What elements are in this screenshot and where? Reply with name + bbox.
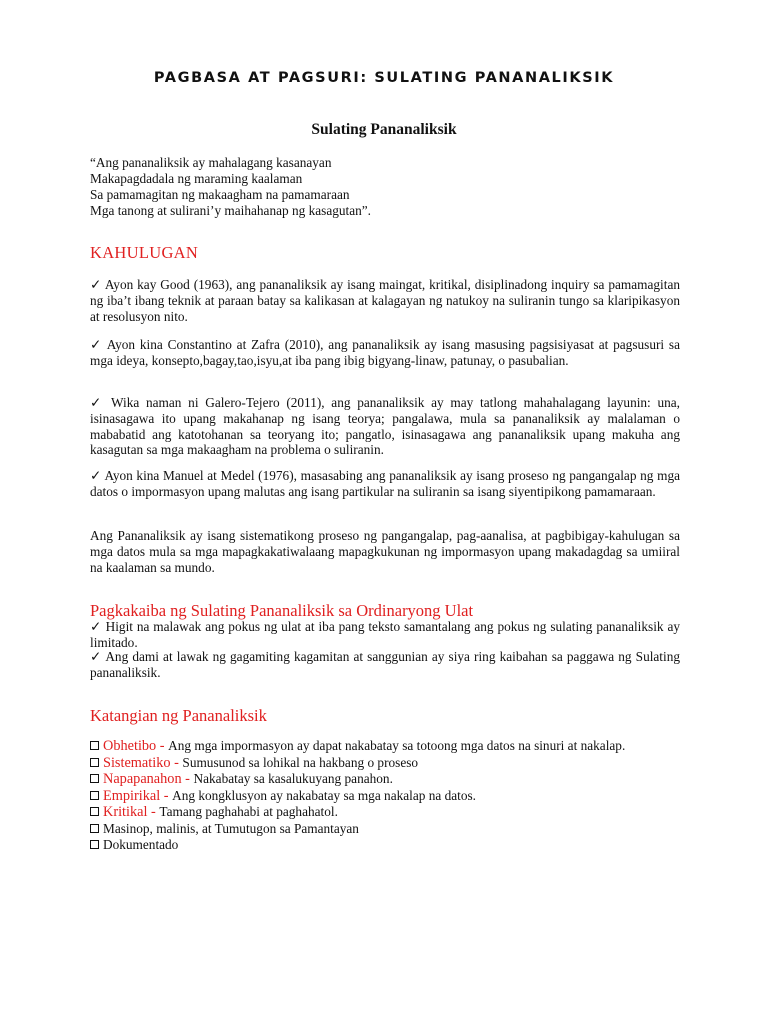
characteristic-text: Nakabatay sa kasalukuyang panahon. bbox=[193, 771, 393, 786]
difference-text: Ang dami at lawak ng gagamiting kagamitan at sanggunian ay siya ring kaibahan sa paggawa ng Sulating pananaliksik. bbox=[90, 649, 680, 680]
summary-paragraph: Ang Pananaliksik ay isang sistematikong proseso ng pangangalap, pag-aanalisa, at pagbibigay-kahulugan sa mga datos mula sa mga mapagkakatiwalaang mapagkukunan ng impormasyon upang makadagdag sa umiiral na kaalaman sa mundo. bbox=[90, 528, 680, 575]
characteristic-term: Kritikal - bbox=[103, 804, 160, 820]
checkmark-icon: ✓ bbox=[90, 395, 105, 410]
list-item bbox=[90, 788, 680, 805]
list-item bbox=[90, 738, 680, 755]
list-item bbox=[90, 821, 680, 838]
characteristic-text: Ang mga impormasyon ay dapat nakabatay sa totoong mga datos na sinuri at nakalap. bbox=[168, 738, 626, 753]
definition-paragraph bbox=[90, 395, 680, 458]
checkbox-bullet-icon bbox=[90, 758, 99, 767]
difference-paragraph bbox=[90, 619, 680, 651]
characteristic-text: Ang kongklusyon ay nakabatay sa mga nakalap na datos. bbox=[172, 787, 476, 803]
list-item bbox=[90, 755, 680, 772]
definition-text: Ayon kina Constantino at Zafra (2010), ang pananaliksik ay isang masusing pagsisiyasat at pagsusuri sa mga ideya, konsepto,bagay,tao,isyu,at iba pang ibig bigyang-linaw, patunay, o pasubalian. bbox=[90, 337, 680, 368]
definition-paragraph bbox=[90, 468, 680, 500]
quote-line: Sa pamamagitan ng makaagham na pamamaraan bbox=[90, 187, 350, 202]
definition-text: Ayon kay Good (1963), ang pananaliksik ay isang maingat, kritikal, disiplinadong inquiry sa pamamagitan ng iba’t ibang teknik at paraan batay sa kalikasan at kalagayan ng natukoy na suliranin tungo sa klaripikasyon at resolusyon nito. bbox=[90, 277, 680, 324]
characteristic-text: Masinop, malinis, at Tumutugon sa Pamantayan bbox=[103, 820, 359, 836]
checkbox-bullet-icon bbox=[90, 840, 99, 849]
characteristic-text: Sumusunod sa lohikal na hakbang o proseso bbox=[182, 754, 419, 770]
document-title: PAGBASA AT PAGSURI: SULATING PANANALIKSIK bbox=[153, 70, 615, 86]
characteristics-list bbox=[90, 738, 680, 854]
characteristic-term: Sistematiko - bbox=[103, 754, 183, 771]
difference-paragraph bbox=[90, 649, 680, 681]
checkmark-icon: ✓ bbox=[90, 277, 102, 292]
list-item bbox=[90, 804, 680, 821]
definition-paragraph bbox=[90, 277, 680, 324]
checkbox-bullet-icon bbox=[90, 774, 99, 783]
characteristic-term: Empirikal - bbox=[103, 787, 173, 804]
characteristic-text: Tamang paghahabi at paghahatol. bbox=[159, 804, 338, 819]
checkbox-bullet-icon bbox=[90, 741, 99, 750]
checkmark-icon: ✓ bbox=[90, 649, 102, 664]
checkmark-icon: ✓ bbox=[90, 337, 103, 352]
checkmark-icon: ✓ bbox=[90, 619, 102, 634]
characteristic-text: Dokumentado bbox=[103, 837, 179, 852]
list-item bbox=[90, 771, 680, 788]
difference-text: Higit na malawak ang pokus ng ulat at iba pang teksto samantalang ang pokus ng sulating pananaliksik ay limitado. bbox=[90, 619, 680, 650]
checkbox-bullet-icon bbox=[90, 807, 99, 816]
opening-quote bbox=[90, 155, 690, 219]
section-heading-katangian: Katangian ng Pananaliksik bbox=[90, 706, 267, 725]
characteristic-term: Napapanahon - bbox=[103, 771, 194, 787]
quote-line: Makapagdadala ng maraming kaalaman bbox=[90, 171, 303, 186]
characteristic-term: Obhetibo - bbox=[103, 738, 169, 754]
section-heading-kahulugan: KAHULUGAN bbox=[90, 243, 199, 262]
definition-text: Wika naman ni Galero-Tejero (2011), ang pananaliksik ay may tatlong mahahalagang layunin: una, isinasagawa ito upang makahanap ng isang teorya; pangalawa, mula sa pananaliksik ay malalaman o mababatid ang katotohanan sa teoryang ito; pangatlo, isinasagawa ang pananaliksik upang makuha ang kasagutan sa mga makaagham na problema o suliranin. bbox=[90, 395, 680, 458]
quote-line: Mga tanong at sulirani’y maihahanap ng kasagutan”. bbox=[90, 203, 371, 218]
list-item bbox=[90, 837, 680, 854]
document-subtitle: Sulating Pananaliksik bbox=[311, 121, 457, 138]
checkbox-bullet-icon bbox=[90, 791, 99, 800]
section-heading-pagkakaiba: Pagkakaiba ng Sulating Pananaliksik sa Ordinaryong Ulat bbox=[90, 601, 474, 620]
quote-line: “Ang pananaliksik ay mahalagang kasanayan bbox=[90, 155, 332, 170]
definition-text: Ayon kina Manuel at Medel (1976), masasabing ang pananaliksik ay isang proseso ng pangangalap ng mga datos o impormasyon upang malutas ang isang partikular na suliranin sa isang siyentipikong pamamaraan. bbox=[90, 468, 680, 499]
checkbox-bullet-icon bbox=[90, 824, 99, 833]
definition-paragraph bbox=[90, 337, 680, 369]
checkmark-icon: ✓ bbox=[90, 468, 102, 483]
